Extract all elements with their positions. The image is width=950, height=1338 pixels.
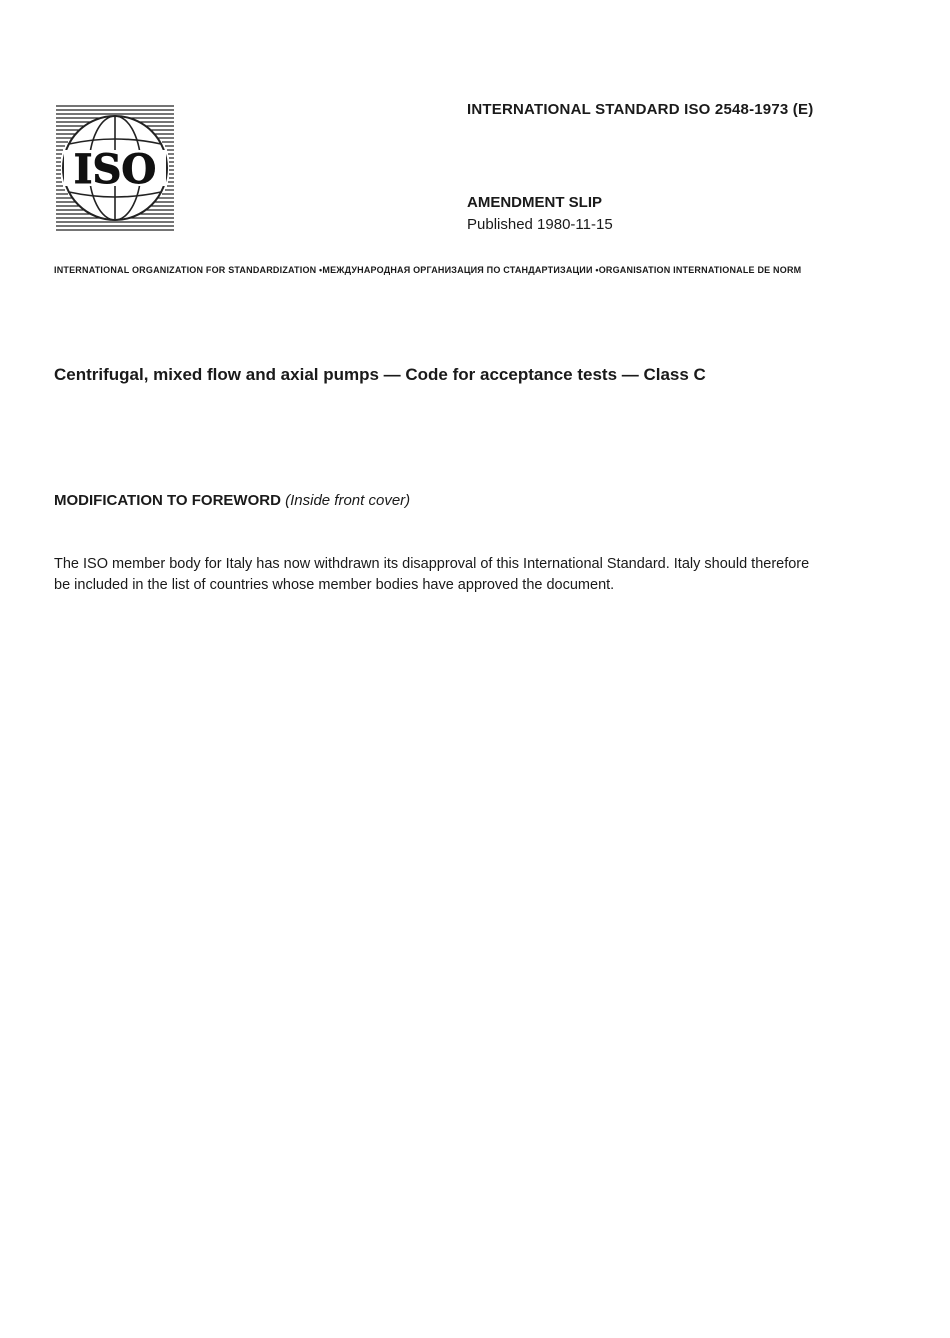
section-heading [54,492,410,509]
body-paragraph: The ISO member body for Italy has now withdrawn its disapproval of this International Standard. Italy should therefore be included in the list of countries whose member bodies have approved the document. [54,556,810,593]
published-date: Published 1980-11-15 [467,216,613,233]
standard-title: INTERNATIONAL STANDARD ISO 2548-1973 (E) [467,101,814,118]
amendment-slip-label: AMENDMENT SLIP [467,194,602,211]
section-heading-main: MODIFICATION TO FOREWORD [54,492,281,509]
organization-line: INTERNATIONAL ORGANIZATION FOR STANDARDIZATION •МЕЖДУНАРОДНАЯ ОРГАНИЗАЦИЯ ПО СТАНДАРТИЗАЦИИ •ORGANISATION INTERNATIONALE DE NORM [54,265,802,275]
svg-text:ISO: ISO [73,146,157,193]
iso-logo [56,104,174,234]
section-heading-note: (Inside front cover) [285,492,411,509]
document-title: Centrifugal, mixed flow and axial pumps — Code for acceptance tests — Class C [54,365,706,384]
